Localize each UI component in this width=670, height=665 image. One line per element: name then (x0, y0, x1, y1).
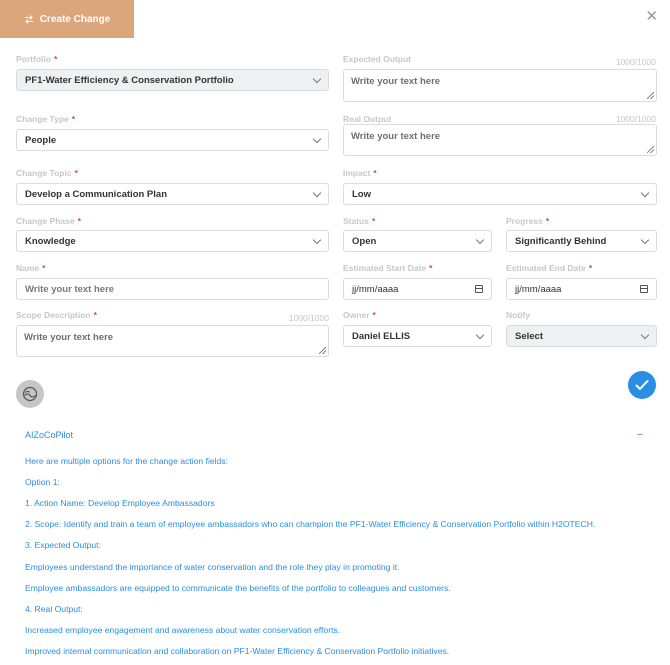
progress-select[interactable] (506, 230, 657, 252)
estimated-end-date-label: Estimated End Date * (506, 263, 593, 273)
chevron-down-icon (641, 330, 649, 338)
expected-output-counter: 1000/1000 (615, 57, 656, 67)
estimated-end-date-value: jj/mm/aaaa (515, 283, 562, 295)
scope-description-textarea[interactable] (16, 325, 329, 357)
portfolio-value: PF1-Water Efficiency & Conservation Portfolio (25, 74, 234, 86)
name-input[interactable] (16, 278, 329, 300)
copilot-line: Here are multiple options for the change action fields: (25, 456, 229, 466)
close-icon[interactable]: ✕ (645, 8, 658, 25)
portfolio-select[interactable] (16, 69, 329, 91)
collapse-icon[interactable]: – (637, 429, 643, 440)
real-output-textarea[interactable] (343, 124, 657, 156)
confirm-button[interactable] (628, 371, 656, 399)
status-select[interactable] (343, 230, 492, 252)
impact-select[interactable] (343, 183, 657, 205)
create-change-button[interactable] (0, 0, 134, 38)
chevron-down-icon (313, 235, 321, 243)
swap-arrows-icon (24, 15, 34, 24)
change-phase-select[interactable] (16, 230, 329, 252)
chevron-down-icon (313, 188, 321, 196)
resize-handle-icon[interactable] (647, 146, 654, 153)
status-value: Open (352, 235, 377, 247)
status-label: Status * (343, 216, 376, 226)
notify-value: Select (515, 330, 543, 342)
impact-value: Low (352, 188, 371, 200)
change-type-label: Change Type * (16, 114, 76, 124)
check-icon (635, 379, 649, 391)
chevron-down-icon (313, 74, 321, 82)
change-phase-value: Knowledge (25, 235, 76, 247)
owner-value: Daniel ELLIS (352, 330, 411, 342)
copilot-line: Improved internal communication and collaboration on PF1-Water Efficiency & Conservation Portfolio initiatives. (25, 646, 450, 656)
estimated-start-date-value: jj/mm/aaaa (352, 283, 399, 295)
copilot-line: 4. Real Output: (25, 604, 83, 614)
owner-select[interactable] (343, 325, 492, 347)
real-output-label: Real Output (343, 114, 392, 124)
name-label: Name * (16, 263, 46, 273)
scope-description-label: Scope Description * (16, 310, 97, 320)
change-topic-label: Change Topic * (16, 168, 78, 178)
change-topic-value: Develop a Communication Plan (25, 188, 167, 200)
notify-label: Notify (506, 310, 531, 320)
change-topic-select[interactable] (16, 183, 329, 205)
estimated-start-date-label: Estimated Start Date * (343, 263, 433, 273)
real-output-counter: 1000/1000 (615, 114, 656, 124)
copilot-line: 1. Action Name: Develop Employee Ambassadors (25, 498, 215, 508)
estimated-start-date-input[interactable] (343, 278, 492, 300)
copilot-line: 2. Scope: Identify and train a team of employee ambassadors who can champion the PF1-Water Efficiency & Conservation Portfolio within H2OTECH. (25, 519, 596, 529)
resize-handle-icon[interactable] (647, 92, 654, 99)
copilot-logo-icon (22, 386, 38, 402)
copilot-title: AIZoCoPilot (25, 430, 74, 440)
copilot-line: Increased employee engagement and awareness about water conservation efforts. (25, 625, 341, 635)
copilot-line: Option 1: (25, 477, 60, 487)
progress-value: Significantly Behind (515, 235, 607, 247)
estimated-end-date-input[interactable] (506, 278, 657, 300)
notify-select[interactable] (506, 325, 657, 347)
copilot-line: Employee ambassadors are equipped to communicate the benefits of the portfolio to colleagues and customers. (25, 583, 451, 593)
expected-output-label: Expected Output (343, 54, 412, 64)
portfolio-label: Portfolio * (16, 54, 58, 64)
calendar-icon[interactable] (640, 285, 648, 293)
resize-handle-icon[interactable] (319, 347, 326, 354)
name-placeholder: Write your text here (25, 283, 115, 295)
chevron-down-icon (313, 134, 321, 142)
scope-description-placeholder: Write your text here (24, 332, 114, 343)
change-phase-label: Change Phase * (16, 216, 81, 226)
expected-output-textarea[interactable] (343, 69, 657, 102)
copilot-avatar[interactable] (16, 380, 44, 408)
calendar-icon[interactable] (475, 285, 483, 293)
change-type-select[interactable] (16, 129, 329, 151)
copilot-line: Employees understand the importance of water conservation and the role they play in promoting it. (25, 562, 400, 572)
copilot-line: 3. Expected Output: (25, 540, 101, 550)
expected-output-placeholder: Write your text here (351, 76, 441, 87)
change-type-value: People (25, 134, 57, 146)
create-change-label: Create Change (39, 13, 111, 25)
chevron-down-icon (641, 235, 649, 243)
chevron-down-icon (641, 188, 649, 196)
impact-label: Impact * (343, 168, 377, 178)
chevron-down-icon (476, 235, 484, 243)
progress-label: Progress * (506, 216, 550, 226)
owner-label: Owner * (343, 310, 376, 320)
real-output-placeholder: Write your text here (351, 131, 441, 142)
scope-description-counter: 1000/1000 (288, 313, 329, 323)
chevron-down-icon (476, 330, 484, 338)
